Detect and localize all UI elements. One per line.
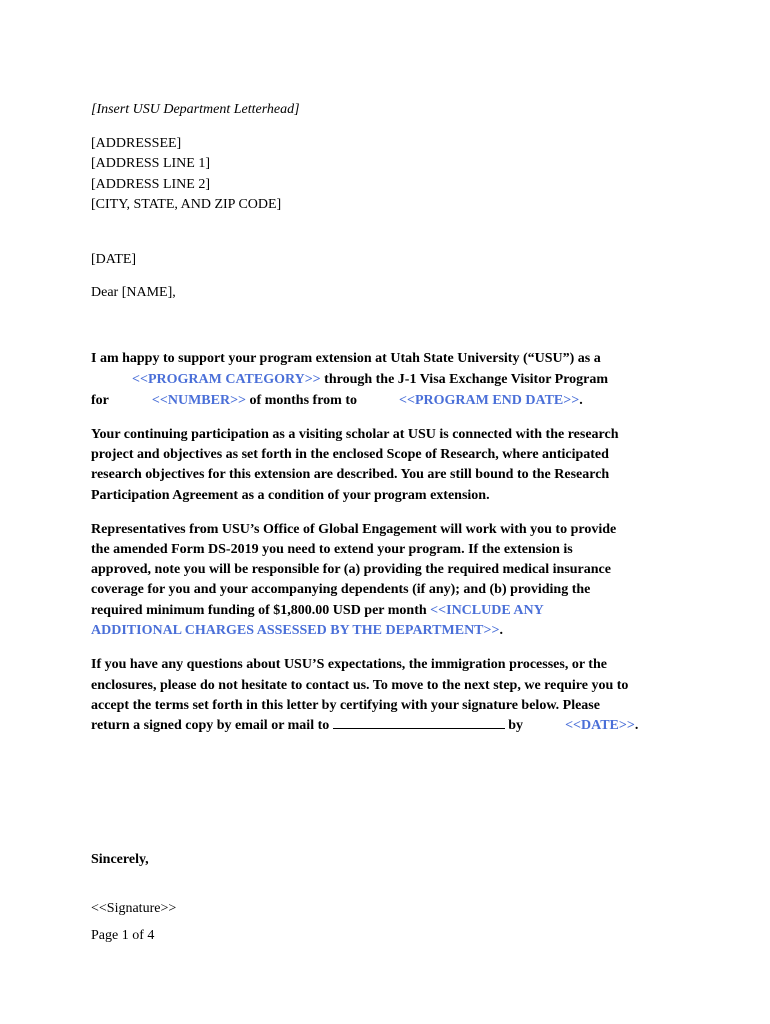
paragraph-4-line-1: If you have any questions about USU’S expectations, the immigration processes, or the — [91, 657, 607, 672]
paragraph-3-line-1: Representatives from USU’s Office of Global Engagement will work with you to provide — [91, 522, 617, 537]
paragraph-2-line-1: Your continuing participation as a visiting scholar at USU is connected with the research — [91, 427, 619, 442]
paragraph-4-line-4-text: return a signed copy by email or mail to — [91, 718, 333, 733]
letterhead-placeholder: [Insert USU Department Letterhead] — [91, 102, 300, 117]
additional-charges-placeholder: ADDITIONAL CHARGES ASSESSED BY THE DEPARTMENT>> — [91, 623, 500, 638]
address-city-state-zip: [CITY, STATE, AND ZIP CODE] — [91, 197, 282, 212]
address-line-2: [ADDRESS LINE 2] — [91, 177, 210, 192]
paragraph-1-line-2 — [132, 370, 608, 390]
paragraph-3-period: . — [499, 623, 503, 638]
paragraph-1-line-1: I am happy to support your program extension at Utah State University (“USU”) as a — [91, 351, 601, 366]
date-placeholder-inline: <<DATE>> — [565, 718, 635, 733]
salutation: Dear [NAME], — [91, 285, 176, 300]
date-placeholder: [DATE] — [91, 252, 137, 267]
signature-placeholder: <<Signature>> — [91, 901, 177, 916]
paragraph-4-line-3: accept the terms set forth in this letter by certifying with your signature below. Please — [91, 698, 600, 713]
paragraph-2-line-3: research objectives for this extension are described. You are still bound to the Research — [91, 467, 610, 482]
page-indicator: Page 1 of 4 — [91, 928, 155, 943]
address-line-1: [ADDRESS LINE 1] — [91, 156, 210, 171]
paragraph-2-line-2: project and objectives as set forth in the enclosed Scope of Research, where anticipated — [91, 447, 609, 462]
paragraph-3-line-2: the amended Form DS-2019 you need to extend your program. If the extension is — [91, 542, 573, 557]
by-word: by — [504, 718, 524, 733]
paragraph-4-period: . — [634, 718, 639, 733]
include-any-placeholder: <<INCLUDE ANY — [430, 603, 544, 618]
paragraph-3-line-3: approved, note you will be responsible for (a) providing the required medical insurance — [91, 562, 611, 577]
paragraph-3-line-4: coverage for you and your accompanying dependents (if any); and (b) providing the — [91, 582, 591, 597]
paragraph-4-line-4 — [91, 716, 638, 736]
address-addressee: [ADDRESSEE] — [91, 136, 182, 151]
email-or-mail-blank-line — [333, 716, 505, 729]
months-from-to-text: of months from to — [246, 393, 357, 408]
paragraph-4-line-2: enclosures, please do not hesitate to contact us. To move to the next step, we require you to — [91, 678, 629, 693]
paragraph-1-line-2-text: through the J-1 Visa Exchange Visitor Program — [320, 372, 609, 387]
program-end-date-placeholder: <<PROGRAM END DATE>> — [399, 393, 580, 408]
paragraph-3-line-5 — [91, 601, 544, 621]
paragraph-2-line-4: Participation Agreement as a condition of your program extension. — [91, 488, 490, 503]
number-placeholder: <<NUMBER>> — [151, 393, 247, 408]
paragraph-1-line-3 — [91, 391, 583, 411]
paragraph-1-period: . — [579, 393, 583, 408]
program-category-placeholder: <<PROGRAM CATEGORY>> — [132, 372, 321, 387]
paragraph-3-line-5-text: required minimum funding of $1,800.00 USD per month — [91, 603, 431, 618]
closing: Sincerely, — [91, 852, 149, 867]
for-word: for — [91, 393, 109, 408]
paragraph-3-line-6 — [91, 621, 503, 641]
